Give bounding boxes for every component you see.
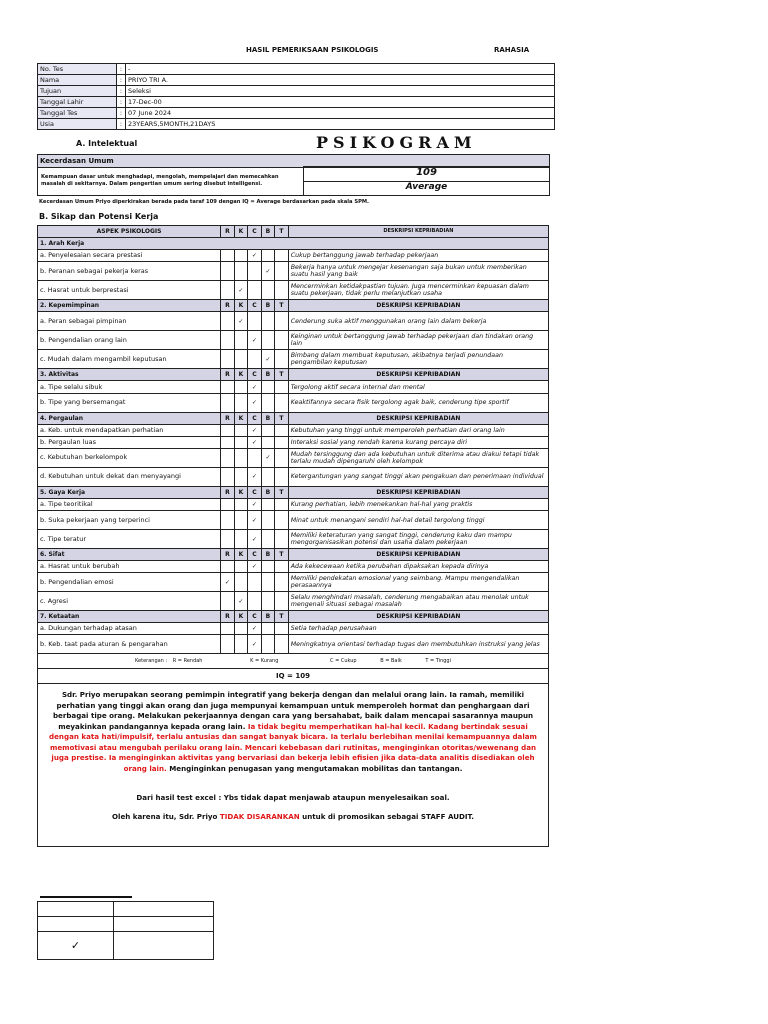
rating-check-icon: ✓	[248, 393, 262, 412]
rating-cell	[261, 592, 275, 611]
identity-sep: :	[117, 86, 126, 97]
group-header-r: R	[221, 611, 235, 623]
rating-cell	[221, 511, 235, 530]
signature-divider	[40, 896, 132, 898]
group-header-row	[38, 369, 549, 381]
identity-row	[38, 86, 555, 97]
rating-cell	[275, 424, 289, 436]
aspect-row	[38, 312, 549, 331]
identity-label: Nama	[38, 75, 117, 86]
rating-cell	[221, 312, 235, 331]
header-b: B	[261, 226, 275, 238]
rating-check-icon: ✓	[248, 561, 262, 573]
aspect-description: Setia terhadap perusahaan	[288, 623, 548, 635]
aspect-name: b. Tipe yang bersemangat	[38, 393, 221, 412]
group-header-r: R	[221, 412, 235, 424]
header-r: R	[221, 226, 235, 238]
aspect-name: b. Suka pekerjaan yang terperinci	[38, 511, 221, 530]
group-header-b: B	[261, 486, 275, 498]
sig-cell	[38, 917, 114, 932]
aspect-description: Bekerja hanya untuk mengejar kesenangan saja bukan untuk memberikan suatu hasil yang baik	[288, 262, 548, 281]
rating-cell	[248, 312, 262, 331]
identity-sep: :	[117, 97, 126, 108]
rating-cell	[221, 635, 235, 654]
rating-cell	[261, 250, 275, 262]
legend-c: C = Cukup	[329, 657, 357, 664]
group-header-r: R	[221, 486, 235, 498]
legend-prefix: Keterangan :	[135, 657, 168, 664]
conclusion-p1-a: Sdr. Priyo merupakan seorang pemimpin integratif yang bekerja dengan dan melalui orang lain. Ia ramah, memiliki perhatian yang tinggi akan orang dan juga mempunyai kemampuan untuk memperoleh hormat dan penghargaan dari berbagai tipe orang. Melakukan pekerjaannya dengan cara yang bersahabat, baik dalam mencapai sasarannya maupun meyakinkan pandangannya kepada orang lain.	[52, 690, 534, 731]
aspect-name: c. Kebutuhan berkelompok	[38, 448, 221, 467]
kecerdasan-note: Kecerdasan Umum Priyo diperkirakan berada pada taraf 109 dengan IQ = Average berdasarkan pada skala SPM.	[39, 199, 369, 205]
group-header-b: B	[261, 412, 275, 424]
rating-check-icon: ✓	[248, 623, 262, 635]
legend-t: T = Tinggi	[425, 657, 451, 664]
aspect-row	[38, 262, 549, 281]
aspect-row	[38, 436, 549, 448]
rating-check-icon: ✓	[261, 350, 275, 369]
aspect-row	[38, 561, 549, 573]
signature-check-icon: ✓	[38, 932, 114, 960]
rating-cell	[221, 561, 235, 573]
signature-table	[37, 901, 214, 960]
iq-score: 109	[304, 167, 549, 182]
rating-cell	[221, 350, 235, 369]
legend-b: B = Baik	[380, 657, 402, 664]
identity-sep: :	[117, 75, 126, 86]
group-header-k: K	[234, 549, 248, 561]
rating-cell	[248, 262, 262, 281]
rating-cell	[261, 381, 275, 393]
rating-cell	[261, 331, 275, 350]
rating-cell	[275, 511, 289, 530]
rating-cell	[221, 331, 235, 350]
rating-cell	[275, 530, 289, 549]
rating-cell	[234, 623, 248, 635]
group-header-row	[38, 486, 549, 498]
rating-cell	[275, 331, 289, 350]
identity-value: 07 June 2024	[126, 108, 555, 119]
aspect-description: Ketergantungan yang sangat tinggi akan pengakuan dan penerimaan individual	[288, 467, 548, 486]
rating-cell	[261, 281, 275, 300]
section-a-title: A. Intelektual	[76, 139, 138, 148]
rating-cell	[221, 530, 235, 549]
aspect-row	[38, 424, 549, 436]
aspect-row	[38, 592, 549, 611]
header-aspect: ASPEK PSIKOLOGIS	[38, 226, 221, 238]
group-header-k: K	[234, 486, 248, 498]
group-header-r: R	[221, 549, 235, 561]
group-header-k: K	[234, 300, 248, 312]
group-header-b: B	[261, 549, 275, 561]
aspect-description: Mencerminkan ketidakpastian tujuan. Juga mencerminkan kepuasan dalam suatu pekerjaan, tidak perlu melanjutkan usaha	[288, 281, 548, 300]
group-header-row	[38, 549, 549, 561]
iq-category: Average	[405, 182, 448, 192]
aspect-row	[38, 623, 549, 635]
aspect-table	[37, 225, 549, 847]
identity-label: No. Tes	[38, 64, 117, 75]
group-header-k: K	[234, 611, 248, 623]
rating-check-icon: ✓	[248, 381, 262, 393]
aspect-description: Ada kekecewaan ketika perubahan dipaksakan kepada dirinya	[288, 561, 548, 573]
conclusion-p1-red: Ia tidak begitu memperhatikan hal-hal kecil. Kadang bertindak sesuai dengan kata hati/impulsif, terlalu antusias dan sangat banyak bicara. Ia terlalu berlebihan menilai kemampuannya dalam memotivasi atau mengubah perilaku orang lain. Mencari kebebasan dari rutinitas, menginginkan otoritas/wewenang dan juga prestise. Ia menginginkan aktivitas yang bervariasi dan bekerja lebih efisien jika data-data analitis disediakan oleh orang lain.	[49, 721, 537, 773]
group-header-desc: DESKRIPSI KEPRIBADIAN	[288, 412, 548, 424]
aspect-row	[38, 331, 549, 350]
aspect-description: Meningkatnya orientasi terhadap tugas dan membutuhkan instruksi yang jelas	[288, 635, 548, 654]
rating-check-icon: ✓	[248, 424, 262, 436]
group-header-t: T	[275, 412, 289, 424]
aspect-name: a. Dukungan terhadap atasan	[38, 623, 221, 635]
rating-cell	[221, 281, 235, 300]
sig-cell	[114, 932, 214, 960]
group-header-k: K	[234, 369, 248, 381]
group-header-t: T	[275, 486, 289, 498]
group-header-row	[38, 611, 549, 623]
rating-cell	[248, 281, 262, 300]
recommendation-verdict: TIDAK DISARANKAN	[219, 812, 300, 822]
rating-cell	[275, 250, 289, 262]
identity-table	[37, 63, 555, 130]
aspect-description: Kurang perhatian, lebih menekankan hal-hal yang praktis	[288, 498, 548, 510]
rating-cell	[221, 498, 235, 510]
rating-check-icon: ✓	[248, 250, 262, 262]
rating-cell	[221, 424, 235, 436]
identity-label: Tanggal Tes	[38, 108, 117, 119]
rating-check-icon: ✓	[248, 498, 262, 510]
group-header-row	[38, 238, 549, 250]
group-header-r: R	[221, 369, 235, 381]
group-title: 6. Sifat	[38, 549, 221, 561]
legend-k: K = Kurang	[250, 657, 279, 664]
iq-row	[38, 669, 549, 684]
aspect-name: b. Keb. taat pada aturan & pengarahan	[38, 635, 221, 654]
aspect-name: a. Penyelesaian secara prestasi	[38, 250, 221, 262]
aspect-description: Memiliki keteraturan yang sangat tinggi, cenderung kaku dan mampu mengorganisasikan potensi dan usaha dalam pekerjaan	[288, 530, 548, 549]
aspect-name: b. Pengendalian orang lain	[38, 331, 221, 350]
rating-cell	[234, 262, 248, 281]
aspect-description: Keinginan untuk bertanggung jawab terhadap pekerjaan dan tindakan orang lain	[288, 331, 548, 350]
group-header-c: C	[248, 486, 262, 498]
aspect-name: b. Pengendalian emosi	[38, 573, 221, 592]
recommendation-b: untuk di promosikan sebagai STAFF AUDIT.	[302, 812, 474, 822]
rating-cell	[275, 623, 289, 635]
aspect-row	[38, 281, 549, 300]
group-header-b: B	[261, 611, 275, 623]
group-header-desc: DESKRIPSI KEPRIBADIAN	[288, 611, 548, 623]
rating-check-icon: ✓	[261, 262, 275, 281]
rating-cell	[261, 573, 275, 592]
rating-cell	[261, 511, 275, 530]
aspect-row	[38, 350, 549, 369]
identity-row	[38, 108, 555, 119]
rating-cell	[275, 635, 289, 654]
conclusion-p1-b: Menginginkan penugasan yang mengutamakan mobilitas dan tantangan.	[169, 763, 463, 773]
identity-label: Tanggal Lahir	[38, 97, 117, 108]
aspect-name: a. Tipe selalu sibuk	[38, 381, 221, 393]
identity-row	[38, 64, 555, 75]
aspect-description: Tergolong aktif secara internal dan mental	[288, 381, 548, 393]
report-title: HASIL PEMERIKSAAN PSIKOLOGIS	[246, 46, 379, 54]
rating-check-icon: ✓	[234, 592, 248, 611]
rating-cell	[248, 592, 262, 611]
rating-cell	[221, 262, 235, 281]
rating-cell	[234, 424, 248, 436]
group-header-r: R	[221, 300, 235, 312]
rating-cell	[234, 393, 248, 412]
rating-cell	[261, 393, 275, 412]
rating-cell	[275, 436, 289, 448]
group-title: 3. Aktivitas	[38, 369, 221, 381]
aspect-description: Minat untuk menangani sendiri hal-hal detail tergolong tinggi	[288, 511, 548, 530]
aspect-row	[38, 467, 549, 486]
rating-cell	[234, 331, 248, 350]
rating-cell	[234, 436, 248, 448]
rating-check-icon: ✓	[234, 312, 248, 331]
rating-cell	[261, 635, 275, 654]
group-header-desc: DESKRIPSI KEPRIBADIAN	[288, 486, 548, 498]
rating-cell	[261, 498, 275, 510]
group-header-t: T	[275, 549, 289, 561]
group-title: 1. Arah Kerja	[38, 238, 549, 250]
group-header-desc: DESKRIPSI KEPRIBADIAN	[288, 300, 548, 312]
iq-score-box	[303, 166, 550, 196]
rating-cell	[248, 350, 262, 369]
legend-r: R = Rendah	[172, 657, 203, 664]
aspect-description: Kebutuhan yang tinggi untuk memperoleh perhatian dari orang lain	[288, 424, 548, 436]
group-header-c: C	[248, 412, 262, 424]
group-header-row	[38, 412, 549, 424]
rating-cell	[275, 393, 289, 412]
group-title: 5. Gaya Kerja	[38, 486, 221, 498]
rating-cell	[234, 350, 248, 369]
group-title: 7. Ketaatan	[38, 611, 221, 623]
identity-label: Tujuan	[38, 86, 117, 97]
group-header-t: T	[275, 611, 289, 623]
conclusion-paragraph	[44, 690, 542, 774]
rating-check-icon: ✓	[248, 331, 262, 350]
kecerdasan-heading: Kecerdasan Umum	[38, 155, 549, 168]
identity-sep: :	[117, 64, 126, 75]
aspect-row	[38, 498, 549, 510]
sig-cell	[114, 902, 214, 917]
header-k: K	[234, 226, 248, 238]
identity-value: 23YEARS,5MONTH,21DAYS	[126, 119, 555, 130]
rating-check-icon: ✓	[248, 436, 262, 448]
rating-cell	[248, 573, 262, 592]
rating-cell	[248, 448, 262, 467]
rating-cell	[234, 467, 248, 486]
rating-check-icon: ✓	[234, 281, 248, 300]
aspect-name: a. Keb. untuk mendapatkan perhatian	[38, 424, 221, 436]
group-header-c: C	[248, 549, 262, 561]
aspect-row	[38, 511, 549, 530]
rating-cell	[221, 436, 235, 448]
rating-cell	[275, 498, 289, 510]
rating-check-icon: ✓	[248, 467, 262, 486]
header-desc: DESKRIPSI KEPRIBADIAN	[288, 226, 548, 238]
identity-value: 17-Dec-00	[126, 97, 555, 108]
group-title: 2. Kepemimpinan	[38, 300, 221, 312]
aspect-row	[38, 573, 549, 592]
rating-check-icon: ✓	[261, 448, 275, 467]
group-header-t: T	[275, 300, 289, 312]
rating-cell	[275, 350, 289, 369]
identity-row	[38, 97, 555, 108]
rating-check-icon: ✓	[248, 635, 262, 654]
aspect-name: a. Peran sebagai pimpinan	[38, 312, 221, 331]
aspect-description: Interaksi sosial yang rendah karena kurang percaya diri	[288, 436, 548, 448]
rating-check-icon: ✓	[248, 530, 262, 549]
rating-cell	[275, 381, 289, 393]
group-header-desc: DESKRIPSI KEPRIBADIAN	[288, 369, 548, 381]
rating-cell	[261, 436, 275, 448]
rating-cell	[234, 530, 248, 549]
kecerdasan-description: Kemampuan dasar untuk menghadapi, mengolah, mempelajari dan memecahkan masalah di sekitarnya. Dalam pengertian umum sering disebut intelligensi.	[41, 174, 279, 187]
rating-cell	[275, 262, 289, 281]
identity-sep: :	[117, 119, 126, 130]
rating-cell	[221, 381, 235, 393]
group-header-c: C	[248, 611, 262, 623]
rating-cell	[221, 592, 235, 611]
aspect-name: d. Kebutuhan untuk dekat dan menyayangi	[38, 467, 221, 486]
identity-label: Usia	[38, 119, 117, 130]
aspect-name: c. Hasrat untuk berprestasi	[38, 281, 221, 300]
sig-cell	[38, 902, 114, 917]
rating-cell	[275, 448, 289, 467]
aspect-name: c. Mudah dalam mengambil keputusan	[38, 350, 221, 369]
aspect-description: Memiliki pendekatan emosional yang seimbang. Mampu mengendalikan perasaannya	[288, 573, 548, 592]
recommendation	[44, 813, 542, 820]
aspect-description: Selalu menghindari masalah, cenderung mengabaikan atau menolak untuk mengenali situasi sebagai masalah	[288, 592, 548, 611]
rating-check-icon: ✓	[221, 573, 235, 592]
aspect-name: a. Tipe teoritikal	[38, 498, 221, 510]
header-t: T	[275, 226, 289, 238]
identity-sep: :	[117, 108, 126, 119]
rating-cell	[261, 312, 275, 331]
rating-cell	[221, 623, 235, 635]
group-header-k: K	[234, 412, 248, 424]
aspect-description: Mudah tersinggung dan ada kebutuhan untuk diterima atau diakui tetapi tidak terlalu mudah dipengaruhi oleh kelompok	[288, 448, 548, 467]
identity-value: Seleksi	[126, 86, 555, 97]
identity-row	[38, 75, 555, 86]
rating-cell	[234, 498, 248, 510]
aspect-row	[38, 381, 549, 393]
group-header-b: B	[261, 369, 275, 381]
psikogram-title: PSIKOGRAM	[316, 133, 477, 152]
aspect-name: b. Pergaulan luas	[38, 436, 221, 448]
aspect-description: Cukup bertanggung jawab terhadap pekerjaan	[288, 250, 548, 262]
aspect-row	[38, 448, 549, 467]
rating-cell	[234, 561, 248, 573]
aspect-row	[38, 250, 549, 262]
rating-check-icon: ✓	[248, 511, 262, 530]
rating-cell	[261, 623, 275, 635]
rating-cell	[261, 424, 275, 436]
aspect-row	[38, 393, 549, 412]
rating-cell	[261, 530, 275, 549]
group-title: 4. Pergaulan	[38, 412, 221, 424]
group-header-row	[38, 300, 549, 312]
identity-value: -	[126, 64, 555, 75]
legend-row	[38, 654, 549, 669]
rating-cell	[234, 511, 248, 530]
group-header-desc: DESKRIPSI KEPRIBADIAN	[288, 549, 548, 561]
rating-cell	[275, 561, 289, 573]
rating-cell	[234, 250, 248, 262]
conclusion-row	[38, 684, 549, 847]
rating-cell	[221, 250, 235, 262]
rating-cell	[221, 467, 235, 486]
aspect-row	[38, 635, 549, 654]
rating-cell	[261, 561, 275, 573]
aspect-row	[38, 530, 549, 549]
iq-line: IQ = 109	[38, 669, 549, 684]
group-header-t: T	[275, 369, 289, 381]
identity-value: PRIYO TRI A.	[126, 75, 555, 86]
group-header-c: C	[248, 300, 262, 312]
aspect-table-header	[38, 226, 549, 238]
header-c: C	[248, 226, 262, 238]
rating-cell	[261, 467, 275, 486]
rating-cell	[234, 635, 248, 654]
rating-cell	[234, 381, 248, 393]
aspect-name: c. Tipe teratur	[38, 530, 221, 549]
aspect-name: c. Agresi	[38, 592, 221, 611]
section-b-title: B. Sikap dan Potensi Kerja	[39, 212, 159, 221]
aspect-description: Keaktifannya secara fisik tergolong agak baik, cenderung tipe sportif	[288, 393, 548, 412]
aspect-description: Bimbang dalam membuat keputusan, akibatnya terjadi penundaan pengambilan keputusan	[288, 350, 548, 369]
aspect-name: b. Peranan sebagai pekerja keras	[38, 262, 221, 281]
rating-cell	[275, 281, 289, 300]
rating-cell	[275, 573, 289, 592]
excel-result: Dari hasil test excel : Ybs tidak dapat menjawab ataupun menyelesaikan soal.	[136, 793, 450, 803]
rating-cell	[221, 393, 235, 412]
aspect-description: Cenderung suka aktif menggunakan orang lain dalam bekerja	[288, 312, 548, 331]
group-header-b: B	[261, 300, 275, 312]
recommendation-a: Oleh karena itu, Sdr. Priyo	[112, 812, 218, 822]
rating-cell	[221, 448, 235, 467]
rating-cell	[275, 312, 289, 331]
rating-cell	[234, 573, 248, 592]
rating-cell	[275, 467, 289, 486]
rating-cell	[234, 448, 248, 467]
sig-cell	[114, 917, 214, 932]
confidential-label: RAHASIA	[494, 46, 530, 54]
rating-cell	[275, 592, 289, 611]
aspect-name: a. Hasrat untuk berubah	[38, 561, 221, 573]
identity-row	[38, 119, 555, 130]
group-header-c: C	[248, 369, 262, 381]
